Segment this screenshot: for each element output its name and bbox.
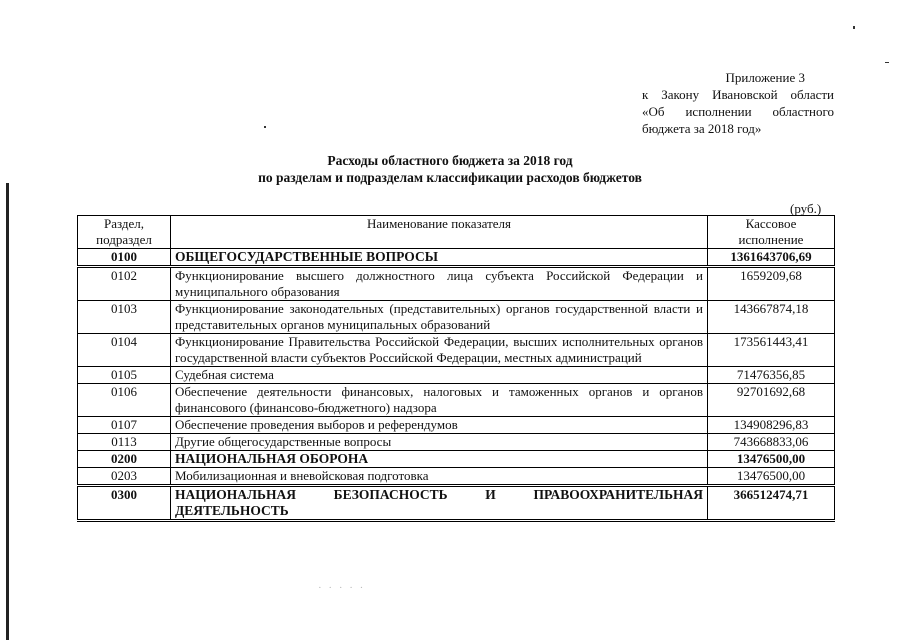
table-row (78, 434, 835, 451)
header-code (78, 216, 171, 249)
header-amount-line1: Кассовое (745, 216, 797, 231)
unit-label: (руб.) (790, 201, 822, 216)
row-amount: 366512474,71 (708, 486, 835, 521)
table-row (78, 334, 835, 367)
header-amount (708, 216, 835, 249)
header-code-line1: Раздел, (103, 216, 145, 231)
row-amount: 143667874,18 (708, 301, 835, 334)
appendix-line: Приложение 3 (725, 70, 805, 85)
appendix-line: к Закону Ивановской области (642, 87, 834, 102)
document-title (170, 152, 730, 186)
budget-table (77, 215, 835, 522)
row-code: 0106 (78, 384, 171, 417)
row-amount: 13476500,00 (708, 468, 835, 486)
table-row (78, 451, 835, 468)
row-name: Функционирование Правительства Российской Федерации, высших исполнительных органов государственной власти субъектов Российской Федерации, местных администраций (171, 334, 708, 367)
table-row (78, 384, 835, 417)
row-code: 0102 (78, 267, 171, 301)
table-row (78, 417, 835, 434)
scan-speck (264, 126, 266, 128)
row-amount: 71476356,85 (708, 367, 835, 384)
row-code: 0100 (78, 249, 171, 267)
row-name: ОБЩЕГОСУДАРСТВЕННЫЕ ВОПРОСЫ (171, 249, 708, 267)
row-amount: 92701692,68 (708, 384, 835, 417)
table-row (78, 301, 835, 334)
scan-speck (885, 62, 889, 63)
row-code: 0105 (78, 367, 171, 384)
row-code: 0300 (78, 486, 171, 521)
row-amount: 743668833,06 (708, 434, 835, 451)
row-name: Функционирование высшего должностного лица субъекта Российской Федерации и муниципального образования (171, 267, 708, 301)
row-amount: 1659209,68 (708, 267, 835, 301)
appendix-line: бюджета за 2018 год» (642, 121, 762, 136)
table-row (78, 267, 835, 301)
row-amount: 13476500,00 (708, 451, 835, 468)
table-row (78, 367, 835, 384)
row-name: Функционирование законодательных (представительных) органов государственной власти и представительных органов муниципальных образований (171, 301, 708, 334)
row-name: Мобилизационная и вневойсковая подготовка (171, 468, 708, 486)
appendix-block (642, 69, 834, 137)
table-header-row (78, 216, 835, 249)
row-amount: 134908296,83 (708, 417, 835, 434)
scan-artifact: · · · · · (318, 582, 366, 594)
row-code: 0203 (78, 468, 171, 486)
table-row (78, 468, 835, 486)
row-name: Другие общегосударственные вопросы (171, 434, 708, 451)
title-line: Расходы областного бюджета за 2018 год (327, 153, 573, 168)
row-code: 0107 (78, 417, 171, 434)
table-row (78, 249, 835, 267)
row-amount: 1361643706,69 (708, 249, 835, 267)
row-code: 0200 (78, 451, 171, 468)
appendix-line: «Об исполнении областного (642, 104, 834, 119)
row-code: 0104 (78, 334, 171, 367)
table-row (78, 486, 835, 521)
header-amount-line2: исполнение (738, 232, 804, 247)
scan-edge-bar (6, 183, 9, 640)
row-name: НАЦИОНАЛЬНАЯ БЕЗОПАСНОСТЬ И ПРАВООХРАНИТЕЛЬНАЯ ДЕЯТЕЛЬНОСТЬ (171, 486, 708, 521)
row-code: 0113 (78, 434, 171, 451)
scan-speck (853, 26, 855, 29)
header-name: Наименование показателя (171, 216, 708, 249)
row-name: Обеспечение проведения выборов и референдумов (171, 417, 708, 434)
header-code-line2: подраздел (96, 232, 152, 247)
row-name: Судебная система (171, 367, 708, 384)
row-name: НАЦИОНАЛЬНАЯ ОБОРОНА (171, 451, 708, 468)
row-name: Обеспечение деятельности финансовых, налоговых и таможенных органов и органов финансового (финансово-бюджетного) надзора (171, 384, 708, 417)
row-amount: 173561443,41 (708, 334, 835, 367)
title-line: по разделам и подразделам классификации расходов бюджетов (258, 170, 642, 185)
row-code: 0103 (78, 301, 171, 334)
